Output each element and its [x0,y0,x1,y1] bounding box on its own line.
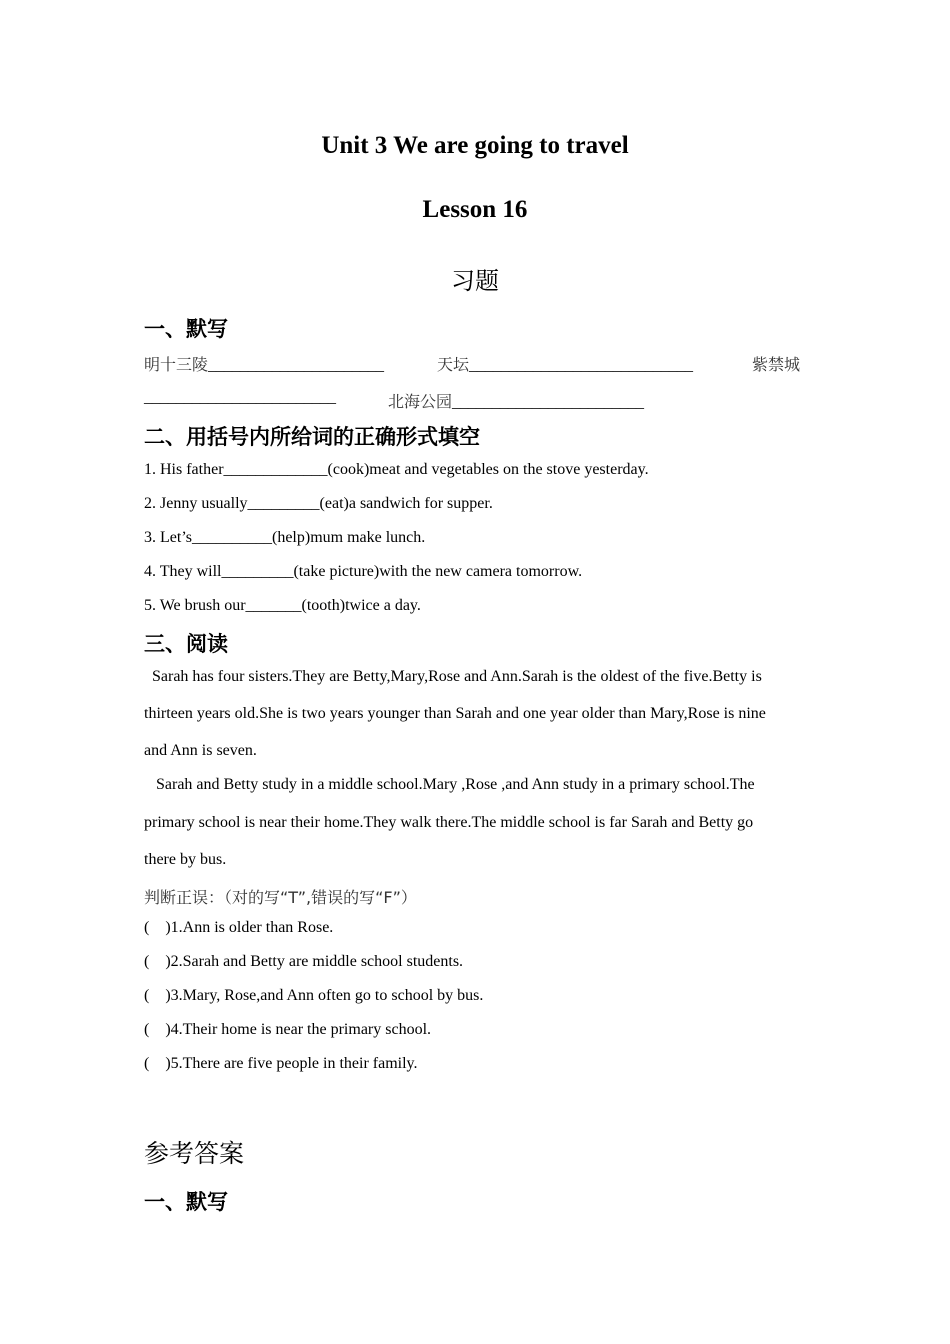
passage-line-4: Sarah and Betty study in a middle school.Mary ,Rose ,and Ann study in a primary school.The [144,776,755,793]
true-false-instruction: 判断正误：（对的写“T”,错误的写“F”） [144,888,417,907]
forbidden-city-blank[interactable]: ________________________ [144,389,336,406]
fill-item-5: 5. We brush our_______(tooth)twice a day. [144,597,421,614]
section2-heading: 二、用括号内所给词的正确形式填空 [144,425,480,449]
forbidden-city-item [752,352,800,375]
statement-2: ( )2.Sarah and Betty are middle school students. [144,953,464,970]
section1-heading: 一、默写 [144,317,228,341]
temple-of-heaven-label: 天坛 [437,355,470,374]
statement-4: ( )4.Their home is near the primary school. [144,1021,432,1038]
passage-line-6: there by bus. [144,851,227,868]
dictation-line-1 [144,352,384,375]
fill-item-4: 4. They will_________(take picture)with the new camera tomorrow. [144,563,583,580]
answers-heading: 参考答案 [144,1139,245,1168]
passage-line-3: and Ann is seven. [144,742,257,759]
statement-1: ( )1.Ann is older than Rose. [144,919,334,936]
ming-tombs-label: 明十三陵 [144,355,209,374]
dictation-line-2 [144,389,336,407]
unit-title: Unit 3 We are going to travel [321,132,629,159]
passage-line-1: Sarah has four sisters.They are Betty,Mary,Rose and Ann.Sarah is the oldest of the five.Betty is [144,668,762,685]
beihai-park-item [388,389,644,412]
passage-line-5: primary school is near their home.They walk there.The middle school is far Sarah and Betty go [144,814,754,831]
temple-of-heaven-item [437,352,693,375]
exercise-title: 习题 [451,269,499,295]
fill-item-1: 1. His father_____________(cook)meat and vegetables on the stove yesterday. [144,461,649,478]
passage-line-2: thirteen years old.She is two years younger than Sarah and one year older than Mary,Rose is nine [144,705,766,722]
forbidden-city-label: 紫禁城 [752,355,801,374]
beihai-park-label: 北海公园 [388,392,453,411]
beihai-park-blank[interactable]: ________________________ [452,394,645,411]
answers-section1-heading: 一、默写 [144,1190,228,1214]
fill-item-2: 2. Jenny usually_________(eat)a sandwich for supper. [144,495,493,512]
fill-item-3: 3. Let’s__________(help)mum make lunch. [144,529,426,546]
lesson-title: Lesson 16 [422,196,528,223]
section3-heading: 三、阅读 [144,632,228,656]
statement-3: ( )3.Mary, Rose,and Ann often go to school by bus. [144,987,484,1004]
ming-tombs-blank[interactable]: ______________________ [208,357,385,374]
temple-of-heaven-blank[interactable]: ____________________________ [469,357,694,374]
statement-5: ( )5.There are five people in their family. [144,1055,418,1072]
